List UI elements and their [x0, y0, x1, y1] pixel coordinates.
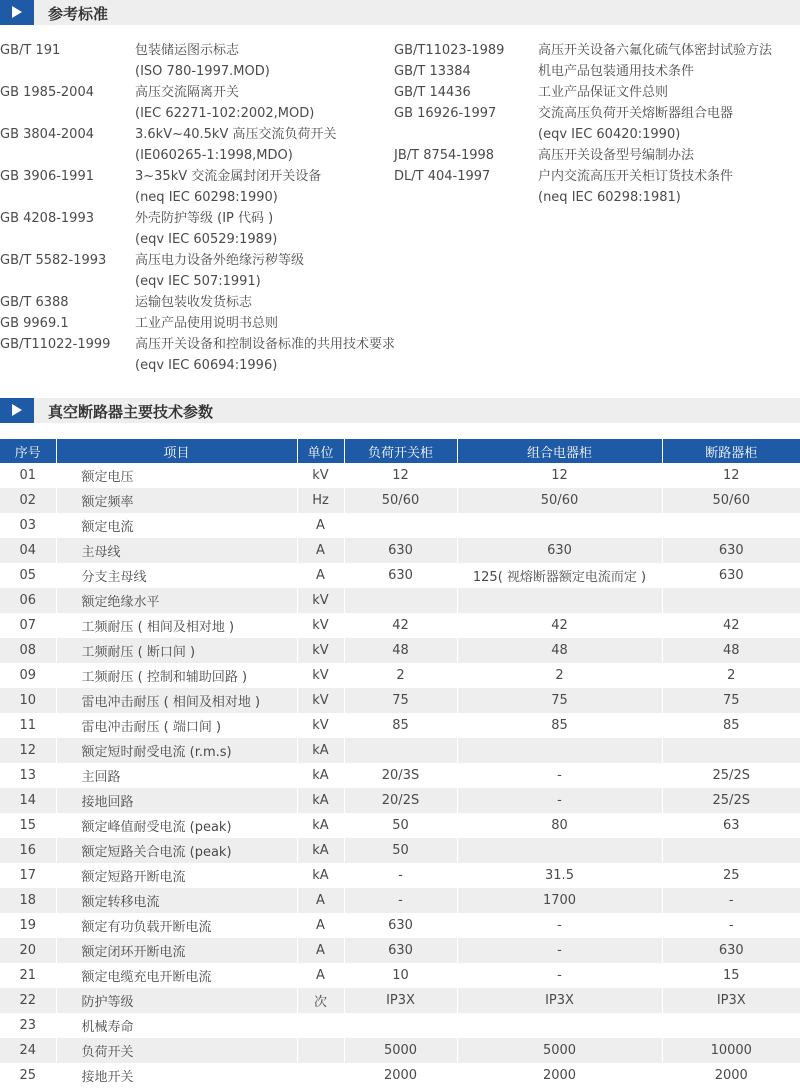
row-combination-value: 85: [457, 713, 662, 738]
row-combination-value: [457, 838, 662, 863]
standard-description: [538, 40, 800, 61]
row-breaker-value: -: [662, 913, 800, 938]
standard-code: DL/T 404-1997: [394, 169, 491, 184]
row-load-switch-value: 630: [344, 938, 457, 963]
standard-code: GB/T 6388: [0, 295, 69, 310]
standard-description-line: (eqv IEC 507:1991): [135, 274, 261, 289]
row-load-switch-value: 50/60: [344, 488, 457, 513]
row-breaker-value: 10000: [662, 1038, 800, 1063]
row-combination-value: 5000: [457, 1038, 662, 1063]
row-combination-value: -: [457, 963, 662, 988]
standard-item: [0, 124, 395, 166]
row-index: 11: [0, 713, 56, 738]
row-load-switch-value: [344, 1013, 457, 1038]
standard-item: [0, 313, 395, 334]
standard-item: [0, 166, 395, 208]
standard-description-line: (IE060265-1:1998,MDO): [135, 148, 293, 163]
standard-item: [394, 166, 800, 208]
row-unit: A: [297, 963, 344, 988]
row-index: 17: [0, 863, 56, 888]
row-index: 25: [0, 1063, 56, 1088]
row-item: 额定频率: [56, 488, 297, 513]
row-item: 额定有功负载开断电流: [56, 913, 297, 938]
row-breaker-value: 630: [662, 563, 800, 588]
table-row: [0, 813, 800, 838]
row-item: 额定电压: [56, 463, 297, 488]
row-load-switch-value: 20/2S: [344, 788, 457, 813]
row-unit: kV: [297, 463, 344, 488]
row-breaker-value: -: [662, 888, 800, 913]
standard-code: GB 1985-2004: [0, 85, 94, 100]
row-load-switch-value: IP3X: [344, 988, 457, 1013]
standard-description-line: (ISO 780-1997.MOD): [135, 64, 270, 79]
row-combination-value: 50/60: [457, 488, 662, 513]
row-index: 06: [0, 588, 56, 613]
row-item: 接地回路: [56, 788, 297, 813]
standard-description: [538, 82, 800, 103]
row-breaker-value: 25: [662, 863, 800, 888]
header-breaker-cabinet: 断路器柜: [662, 439, 800, 463]
standard-code: GB/T 191: [0, 43, 61, 58]
row-item: 额定绝缘水平: [56, 588, 297, 613]
standard-item: [394, 145, 800, 166]
standard-description-line: 运输包装收发货标志: [135, 295, 253, 310]
row-item: 额定电流: [56, 513, 297, 538]
standard-description-line: 包装储运图示标志: [135, 43, 240, 58]
standard-code: GB/T 13384: [394, 64, 471, 79]
row-item: 雷电冲击耐压 ( 端口间 ): [56, 713, 297, 738]
row-load-switch-value: [344, 513, 457, 538]
row-load-switch-value: 85: [344, 713, 457, 738]
header-item: 项目: [56, 439, 297, 463]
row-combination-value: 31.5: [457, 863, 662, 888]
standard-item: [0, 334, 395, 376]
row-item: 额定峰值耐受电流 (peak): [56, 813, 297, 838]
row-unit: kV: [297, 613, 344, 638]
table-row: [0, 963, 800, 988]
row-item: 分支主母线: [56, 563, 297, 588]
row-unit: kV: [297, 713, 344, 738]
standard-description-line: 3.6kV~40.5kV 高压交流负荷开关: [135, 127, 337, 142]
standard-description: [135, 166, 395, 208]
header-index: 序号: [0, 439, 56, 463]
standard-description: [538, 61, 800, 82]
row-breaker-value: 85: [662, 713, 800, 738]
row-combination-value: [457, 1013, 662, 1038]
standard-description-line: 高压开关设备型号编制办法: [538, 148, 695, 163]
table-row: [0, 613, 800, 638]
row-load-switch-value: -: [344, 888, 457, 913]
row-index: 04: [0, 538, 56, 563]
row-index: 24: [0, 1038, 56, 1063]
row-breaker-value: 50/60: [662, 488, 800, 513]
row-unit: [297, 1063, 344, 1088]
row-breaker-value: 12: [662, 463, 800, 488]
standards-section-title: 参考标准: [48, 5, 109, 23]
row-item: 雷电冲击耐压 ( 相间及相对地 ): [56, 688, 297, 713]
row-item: 额定短路开断电流: [56, 863, 297, 888]
technical-params-table: [0, 439, 800, 1088]
standard-description-line: 高压电力设备外绝缘污秽等级: [135, 253, 305, 268]
row-index: 12: [0, 738, 56, 763]
row-unit: Hz: [297, 488, 344, 513]
row-item: 工频耐压 ( 断口间 ): [56, 638, 297, 663]
standard-item: [0, 82, 395, 124]
play-arrow-icon: [0, 0, 34, 25]
standard-code: GB/T11022-1999: [0, 337, 111, 352]
standard-description-line: (eqv IEC 60694:1996): [135, 358, 278, 373]
row-breaker-value: 630: [662, 538, 800, 563]
row-item: 工频耐压 ( 相间及相对地 ): [56, 613, 297, 638]
standard-description-line: (IEC 62271-102:2002,MOD): [135, 106, 315, 121]
standard-description: [135, 250, 395, 292]
row-combination-value: 2: [457, 663, 662, 688]
standards-list-left: [0, 40, 395, 376]
row-breaker-value: 630: [662, 938, 800, 963]
standard-code: GB 16926-1997: [394, 106, 497, 121]
standard-description: [135, 292, 395, 313]
row-index: 03: [0, 513, 56, 538]
row-index: 19: [0, 913, 56, 938]
row-load-switch-value: 50: [344, 838, 457, 863]
row-unit: A: [297, 563, 344, 588]
row-breaker-value: 25/2S: [662, 763, 800, 788]
row-unit: kA: [297, 838, 344, 863]
row-combination-value: 48: [457, 638, 662, 663]
row-breaker-value: 63: [662, 813, 800, 838]
row-load-switch-value: 12: [344, 463, 457, 488]
row-breaker-value: 15: [662, 963, 800, 988]
row-combination-value: IP3X: [457, 988, 662, 1013]
standard-item: [394, 82, 800, 103]
row-combination-value: 125( 视熔断器额定电流而定 ): [457, 563, 662, 588]
row-breaker-value: 48: [662, 638, 800, 663]
standard-item: [0, 250, 395, 292]
row-combination-value: 42: [457, 613, 662, 638]
table-body: [0, 463, 800, 1088]
row-unit: 次: [297, 988, 344, 1013]
standard-code: JB/T 8754-1998: [394, 148, 495, 163]
params-section-header: [0, 398, 800, 423]
row-unit: kA: [297, 863, 344, 888]
row-index: 01: [0, 463, 56, 488]
header-unit: 单位: [297, 439, 344, 463]
row-load-switch-value: 630: [344, 913, 457, 938]
standard-code: GB 3804-2004: [0, 127, 94, 142]
row-unit: kV: [297, 688, 344, 713]
row-breaker-value: 75: [662, 688, 800, 713]
row-unit: A: [297, 538, 344, 563]
row-unit: A: [297, 888, 344, 913]
standard-description-line: 交流高压负荷开关熔断器组合电器: [538, 106, 734, 121]
standard-description: [135, 124, 395, 166]
standard-description-line: 高压开关设备和控制设备标准的共用技术要求: [135, 337, 396, 352]
row-load-switch-value: 20/3S: [344, 763, 457, 788]
standard-description: [538, 103, 800, 145]
row-combination-value: -: [457, 763, 662, 788]
row-index: 07: [0, 613, 56, 638]
standard-code: GB 9969.1: [0, 316, 69, 331]
row-index: 08: [0, 638, 56, 663]
row-index: 21: [0, 963, 56, 988]
row-load-switch-value: [344, 738, 457, 763]
standard-description-line: 外壳防护等级 (IP 代码 ): [135, 211, 274, 226]
row-item: 额定短路关合电流 (peak): [56, 838, 297, 863]
row-index: 22: [0, 988, 56, 1013]
row-item: 额定闭环开断电流: [56, 938, 297, 963]
row-item: 主母线: [56, 538, 297, 563]
row-unit: kV: [297, 663, 344, 688]
standard-item: [394, 61, 800, 82]
row-breaker-value: IP3X: [662, 988, 800, 1013]
standard-description: [135, 82, 395, 124]
standard-description-line: 户内交流高压开关柜订货技术条件: [538, 169, 734, 184]
row-index: 09: [0, 663, 56, 688]
table-row: [0, 663, 800, 688]
row-combination-value: 80: [457, 813, 662, 838]
table-header-row: [0, 439, 800, 463]
row-index: 16: [0, 838, 56, 863]
row-unit: kA: [297, 763, 344, 788]
row-item: 额定短时耐受电流 (r.m.s): [56, 738, 297, 763]
table-row: [0, 563, 800, 588]
row-load-switch-value: 630: [344, 538, 457, 563]
table-row: [0, 1013, 800, 1038]
table-row: [0, 638, 800, 663]
standard-description: [538, 145, 800, 166]
row-combination-value: 1700: [457, 888, 662, 913]
row-load-switch-value: 2000: [344, 1063, 457, 1088]
row-load-switch-value: -: [344, 863, 457, 888]
table-row: [0, 913, 800, 938]
row-item: 接地开关: [56, 1063, 297, 1088]
table-row: [0, 1063, 800, 1088]
standard-code: GB/T 14436: [394, 85, 471, 100]
standard-description-line: (eqv IEC 60420:1990): [538, 127, 681, 142]
row-unit: [297, 1013, 344, 1038]
row-combination-value: 630: [457, 538, 662, 563]
standards-section-header: [0, 0, 800, 25]
row-breaker-value: [662, 838, 800, 863]
row-unit: kA: [297, 788, 344, 813]
standards-list-right: [394, 40, 800, 208]
row-load-switch-value: 2: [344, 663, 457, 688]
row-item: 工频耐压 ( 控制和辅助回路 ): [56, 663, 297, 688]
standard-description-line: (eqv IEC 60529:1989): [135, 232, 278, 247]
row-load-switch-value: [344, 588, 457, 613]
row-combination-value: [457, 588, 662, 613]
row-combination-value: -: [457, 938, 662, 963]
standard-code: GB 3906-1991: [0, 169, 94, 184]
table-row: [0, 863, 800, 888]
row-item: 额定电缆充电开断电流: [56, 963, 297, 988]
row-combination-value: 2000: [457, 1063, 662, 1088]
row-combination-value: -: [457, 788, 662, 813]
table-row: [0, 1038, 800, 1063]
row-item: 主回路: [56, 763, 297, 788]
standard-description-line: 高压开关设备六氟化硫气体密封试验方法: [538, 43, 773, 58]
standard-description: [135, 40, 395, 82]
header-combination-cabinet: 组合电器柜: [457, 439, 662, 463]
standard-description-line: (neq IEC 60298:1990): [135, 190, 278, 205]
row-breaker-value: 2000: [662, 1063, 800, 1088]
row-unit: kV: [297, 638, 344, 663]
table-row: [0, 713, 800, 738]
row-unit: A: [297, 513, 344, 538]
row-index: 13: [0, 763, 56, 788]
standard-item: [0, 292, 395, 313]
table-row: [0, 738, 800, 763]
row-item: 机械寿命: [56, 1013, 297, 1038]
row-unit: kV: [297, 588, 344, 613]
row-load-switch-value: 42: [344, 613, 457, 638]
standard-code: GB/T 5582-1993: [0, 253, 107, 268]
row-load-switch-value: 630: [344, 563, 457, 588]
row-index: 02: [0, 488, 56, 513]
table-row: [0, 688, 800, 713]
row-index: 05: [0, 563, 56, 588]
standard-code: GB/T11023-1989: [394, 43, 505, 58]
row-breaker-value: 42: [662, 613, 800, 638]
standard-description-line: 3~35kV 交流金属封闭开关设备: [135, 169, 322, 184]
table-row: [0, 763, 800, 788]
table-row: [0, 788, 800, 813]
row-load-switch-value: 75: [344, 688, 457, 713]
table-row: [0, 488, 800, 513]
standard-item: [0, 40, 395, 82]
table-row: [0, 538, 800, 563]
table-row: [0, 463, 800, 488]
row-item: 防护等级: [56, 988, 297, 1013]
standard-description: [135, 334, 395, 376]
row-item: 额定转移电流: [56, 888, 297, 913]
table-row: [0, 588, 800, 613]
row-combination-value: -: [457, 913, 662, 938]
row-combination-value: 12: [457, 463, 662, 488]
standard-description-line: (neq IEC 60298:1981): [538, 190, 681, 205]
table-row: [0, 888, 800, 913]
standard-description-line: 机电产品包装通用技术条件: [538, 64, 695, 79]
row-combination-value: [457, 738, 662, 763]
standard-description: [135, 313, 395, 334]
row-index: 14: [0, 788, 56, 813]
standard-description-line: 工业产品保证文件总则: [538, 85, 669, 100]
row-unit: [297, 1038, 344, 1063]
row-unit: kA: [297, 738, 344, 763]
table-row: [0, 513, 800, 538]
row-index: 18: [0, 888, 56, 913]
row-breaker-value: 2: [662, 663, 800, 688]
row-index: 10: [0, 688, 56, 713]
row-load-switch-value: 48: [344, 638, 457, 663]
table-row: [0, 838, 800, 863]
row-index: 23: [0, 1013, 56, 1038]
row-index: 15: [0, 813, 56, 838]
row-breaker-value: [662, 588, 800, 613]
row-load-switch-value: 10: [344, 963, 457, 988]
row-unit: kA: [297, 813, 344, 838]
row-load-switch-value: 50: [344, 813, 457, 838]
row-combination-value: 75: [457, 688, 662, 713]
params-section-title: 真空断路器主要技术参数: [48, 403, 214, 421]
row-breaker-value: [662, 738, 800, 763]
row-breaker-value: [662, 1013, 800, 1038]
standard-code: GB 4208-1993: [0, 211, 94, 226]
standard-description-line: 高压交流隔离开关: [135, 85, 240, 100]
standard-item: [394, 103, 800, 145]
header-load-switch-cabinet: 负荷开关柜: [344, 439, 457, 463]
standard-item: [0, 208, 395, 250]
row-breaker-value: 25/2S: [662, 788, 800, 813]
row-unit: A: [297, 913, 344, 938]
row-index: 20: [0, 938, 56, 963]
row-unit: A: [297, 938, 344, 963]
row-breaker-value: [662, 513, 800, 538]
standard-description: [538, 166, 800, 208]
standard-item: [394, 40, 800, 61]
standard-description: [135, 208, 395, 250]
row-item: 负荷开关: [56, 1038, 297, 1063]
play-arrow-icon: [0, 398, 34, 423]
table-row: [0, 988, 800, 1013]
row-combination-value: [457, 513, 662, 538]
table-row: [0, 938, 800, 963]
standard-description-line: 工业产品使用说明书总则: [135, 316, 279, 331]
row-load-switch-value: 5000: [344, 1038, 457, 1063]
